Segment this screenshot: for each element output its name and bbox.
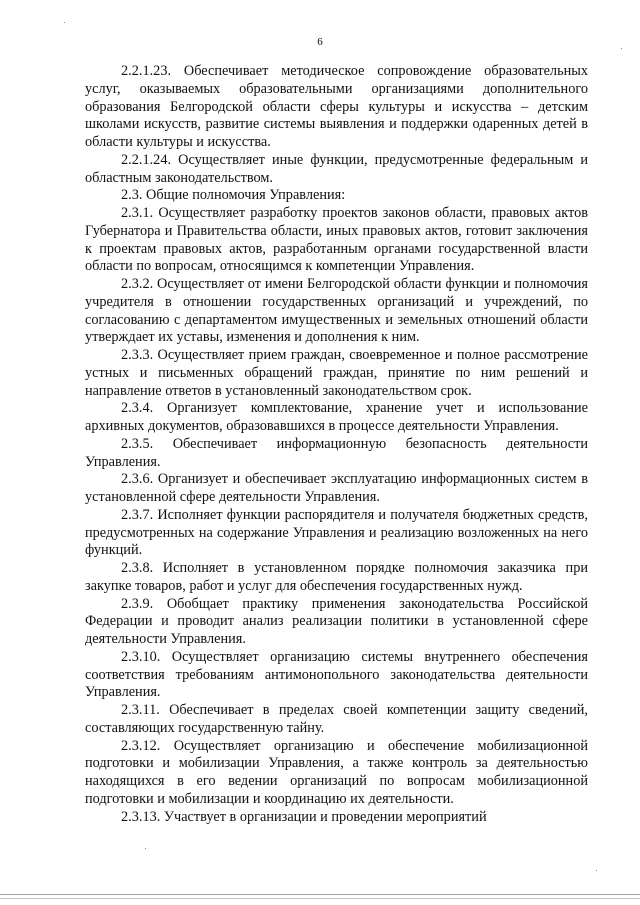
scan-speck [145, 848, 146, 849]
document-body [85, 63, 588, 826]
page-number: 6 [317, 36, 323, 48]
paragraph-2-3-5: 2.3.5. Обеспечивает информационную безопасность деятельности Управления. [85, 435, 588, 470]
paragraph-2-3-11: 2.3.11. Обеспечивает в пределах своей компетенции защиту сведений, составляющих государственную тайну. [85, 702, 588, 736]
scan-edge-line [0, 898, 640, 899]
scan-edge-line [0, 894, 640, 895]
paragraph-2-3-4: 2.3.4. Организует комплектование, хранение учет и использование архивных документов, образовавшихся в процессе деятельности Управления. [85, 400, 588, 434]
paragraph-2-3-7: 2.3.7. Исполняет функции распорядителя и получателя бюджетных средств, предусмотренных на содержание Управления и реализацию возложенных на него функций. [85, 506, 588, 559]
paragraph-2-3-1: 2.3.1. Осуществляет разработку проектов законов области, правовых актов Губернатора и Правительства области, иных правовых актов, готовит заключения к проектам правовых актов, разработанным органами государственной власти области по вопросам, относящимся к компетенции Управления. [85, 205, 588, 275]
paragraph-2-3-6: 2.3.6. Организует и обеспечивает эксплуатацию информационных систем в установленной сфере деятельности Управления. [85, 471, 588, 505]
scan-speck [64, 22, 65, 23]
section-heading-2-3: 2.3. Общие полномочия Управления: [121, 187, 346, 204]
paragraph-2-3-8: 2.3.8. Исполняет в установленном порядке полномочия заказчика при закупке товаров, работ и услуг для обеспечения государственных нужд. [85, 560, 588, 594]
scan-speck [596, 870, 597, 871]
paragraph-2-3-3: 2.3.3. Осуществляет прием граждан, своевременное и полное рассмотрение устных и письменных обращений граждан, принятие по ним решений и направление ответов в установленный законодательством срок. [85, 347, 588, 399]
paragraph-2-3-2: 2.3.2. Осуществляет от имени Белгородской области функции и полномочия учредителя в отношении государственных организаций и учреждений, по согласованию с департаментом имущественных и земельных отношений области утверждает их уставы, изменения и дополнения к ним. [85, 276, 588, 346]
paragraph-2-3-12: 2.3.12. Осуществляет организацию и обеспечение мобилизационной подготовки и мобилизации Управления, а также контроль за деятельностью находящихся в его ведении организаций по вопросам мобилизационной подготовки и мобилизации и координацию их деятельности. [85, 737, 588, 807]
paragraph-2-2-1-23: 2.2.1.23. Обеспечивает методическое сопровождение образовательных услуг, оказываемых образовательными организациями дополнительного образования Белгородской области сферы культуры и искусства – детским школами искусств, развитие системы выявления и поддержки одаренных детей в области культуры и искусства. [85, 63, 588, 150]
paragraph-2-3-13: 2.3.13. Участвует в организации и проведении мероприятий [121, 808, 487, 825]
paragraph-2-3-10: 2.3.10. Осуществляет организацию системы внутреннего обеспечения соответствия требованиям антимонопольного законодательства деятельности Управления. [85, 648, 588, 701]
scan-speck [621, 48, 622, 49]
paragraph-2-2-1-24: 2.2.1.24. Осуществляет иные функции, предусмотренные федеральным и областным законодательством. [85, 151, 588, 186]
paragraph-2-3-9: 2.3.9. Обобщает практику применения законодательства Российской Федерации и проводит анализ реализации политики в установленной сфере деятельности Управления. [85, 595, 588, 647]
